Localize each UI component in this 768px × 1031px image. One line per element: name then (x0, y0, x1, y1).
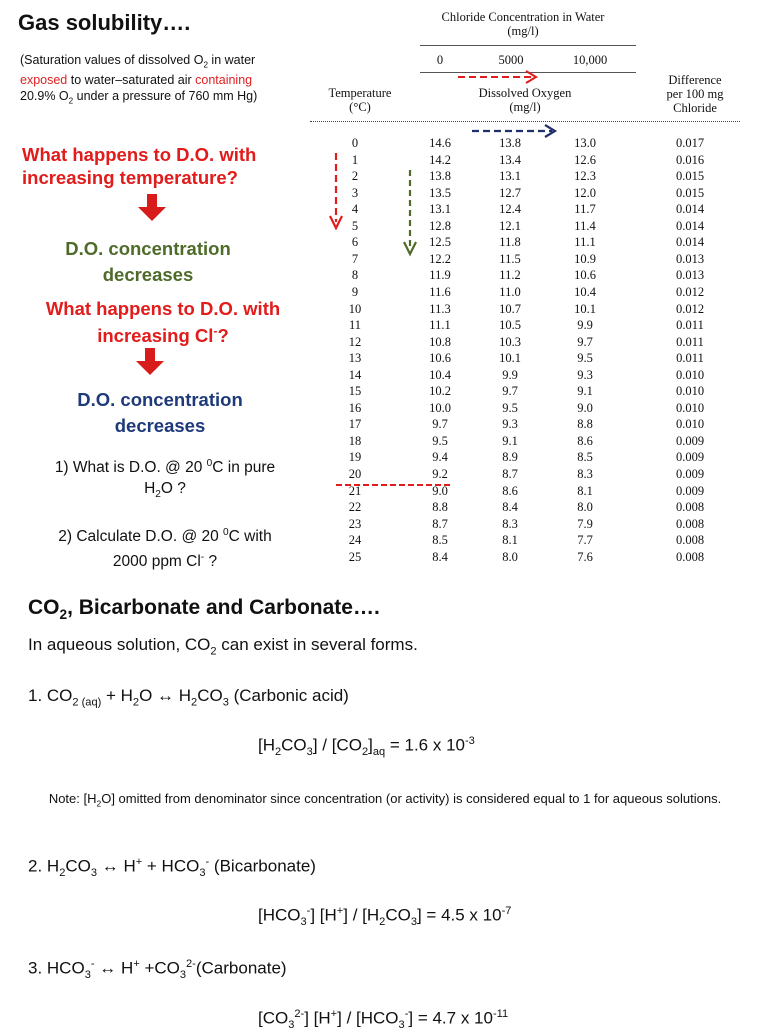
do-5000-cell: 13.1 (499, 169, 521, 184)
do-0-cell: 8.5 (432, 533, 448, 548)
difference-cell: 0.008 (675, 516, 705, 531)
do-10000-cell: 10.9 (574, 251, 596, 266)
equation-2: 2. $H_2CO_3$ ↔ $H^+ + HCO_3^-$ (Bicarbonate) (28, 856, 316, 880)
do-0-cell: 9.2 (432, 467, 448, 481)
do-5000-cell: 9.9 (502, 367, 518, 382)
do-5000-cell: 10.1 (499, 351, 521, 366)
do-10000-cell: 8.8 (577, 417, 593, 432)
temperature-cell: 11 (348, 318, 362, 333)
do-10000-cell: 12.0 (574, 185, 596, 200)
temperature-cell: 7 (351, 251, 359, 266)
equilibrium-constant-3: $[CO_3^{2-}]$ $[H^+] / [HCO_3^-] = 4.7$ x $10^{-11}$ (258, 1008, 509, 1031)
chloride-col-5000: 5000 (498, 53, 524, 67)
do-5000-cell: 11.0 (499, 284, 521, 299)
temperature-cell: 10 (348, 301, 362, 316)
do-0-cell: 11.3 (429, 301, 451, 316)
do-0-cell: 13.1 (429, 202, 451, 217)
difference-cell: 0.009 (675, 467, 705, 481)
do-10000-cell: 7.7 (577, 533, 593, 548)
do-0-cell: 12.2 (429, 251, 451, 266)
temperature-cell: 0 (351, 136, 359, 150)
question-chloride: What happens to D.O. with increasing Cl-? (45, 298, 281, 347)
equilibrium-constant-2: $[HCO_3^-]$ $[H^+] / [H_2CO_3] = 4.5$ x $10^{-7}$ (258, 905, 512, 929)
do-5000-cell: 9.5 (502, 400, 518, 415)
answer-temperature: D.O. concentration decreases (65, 238, 231, 285)
do-5000-cell: 8.1 (502, 533, 518, 548)
temperature-cell: 24 (348, 533, 362, 548)
do-10000-cell: 13.0 (574, 136, 596, 150)
do-0-cell: 9.4 (432, 450, 448, 465)
do-10000-cell: 8.1 (577, 483, 593, 498)
do-10000-cell: 9.0 (577, 400, 593, 415)
difference-cell: 0.015 (675, 185, 705, 200)
chloride-header: Chloride Concentration in Water (mg/l) (441, 10, 605, 38)
do-0-cell: 11.9 (429, 268, 451, 283)
do-10000-cell: 9.3 (577, 367, 593, 382)
difference-cell: 0.014 (675, 235, 705, 250)
do-10000-cell: 8.6 (577, 433, 593, 448)
difference-cell: 0.009 (675, 433, 705, 448)
do-0-cell: 8.7 (432, 516, 448, 531)
do-0-cell: 12.8 (429, 218, 451, 233)
do-0-cell: 10.4 (429, 367, 451, 382)
do-5000-cell: 10.5 (499, 318, 521, 333)
temperature-cell: 15 (348, 384, 362, 399)
difference-cell: 0.009 (675, 483, 705, 498)
difference-cell: 0.015 (675, 169, 705, 184)
temperature-cell: 6 (351, 235, 359, 250)
do-0-cell: 10.0 (429, 400, 451, 415)
intro-text: In aqueous solution, $CO_2$ can exist in several forms. (28, 635, 418, 658)
question-1: 1) What is D.O. @ 20 $^0$C in pure $H_2O$ ? (54, 458, 276, 501)
temperature-cell: 1 (351, 152, 359, 167)
do-10000-cell: 9.1 (577, 384, 593, 399)
do-10000-cell: 7.9 (577, 516, 593, 531)
do-5000-cell: 12.4 (499, 202, 521, 217)
equilibrium-constant-1: $[H_2CO_3] / [CO_2]_{aq} = 1.6$ x $10^{-3}$ (258, 735, 475, 759)
do-10000-cell: 12.6 (574, 152, 596, 167)
do-0-cell: 14.2 (429, 152, 451, 167)
do-10000-cell: 12.3 (574, 169, 596, 184)
difference-cell: 0.008 (675, 500, 705, 515)
do-10000-cell: 7.6 (577, 549, 593, 564)
answer-chloride: D.O. concentration decreases (77, 389, 243, 436)
temperature-cell: 2 (351, 169, 359, 184)
difference-cell: 0.011 (676, 334, 704, 349)
difference-cell: 0.013 (675, 268, 705, 283)
difference-cell: 0.016 (675, 152, 705, 167)
chloride-col-10000: 10,000 (572, 53, 608, 67)
do-0-cell: 13.8 (429, 169, 451, 184)
temperature-cell: 20 (348, 467, 362, 481)
do-5000-cell: 8.0 (502, 549, 518, 564)
difference-cell: 0.013 (675, 251, 705, 266)
do-5000-cell: 9.7 (502, 384, 518, 399)
difference-cell: 0.011 (676, 318, 704, 333)
do-5000-cell: 9.1 (502, 433, 518, 448)
do-0-cell: 8.8 (432, 500, 448, 515)
do-5000-cell: 8.9 (502, 450, 518, 465)
temperature-cell: 19 (348, 450, 362, 465)
do-5000-cell: 10.3 (499, 334, 521, 349)
temperature-cell: 3 (351, 185, 359, 200)
difference-cell: 0.017 (675, 136, 705, 150)
do-0-cell: 9.5 (432, 433, 448, 448)
do-10000-cell: 11.4 (574, 218, 596, 233)
note-h2o: Note: $[H_2O]$ omitted from denominator since concentration (or activity) is considered equal to 1 for aqueous solutions. (48, 791, 722, 809)
difference-cell: 0.010 (675, 367, 705, 382)
temperature-cell: 16 (348, 400, 362, 415)
temperature-cell: 23 (348, 516, 362, 531)
do-0-cell: 11.1 (429, 318, 451, 333)
difference-header: Difference per 100 mg Chloride (666, 73, 724, 115)
do-10000-cell: 8.5 (577, 450, 593, 465)
difference-cell: 0.010 (675, 384, 705, 399)
temperature-cell: 25 (348, 549, 362, 564)
difference-cell: 0.010 (675, 400, 705, 415)
temperature-cell: 14 (348, 367, 362, 382)
temperature-cell: 21 (348, 483, 362, 498)
do-0-cell: 10.2 (429, 384, 451, 399)
do-0-cell: 9.0 (432, 483, 448, 498)
temperature-cell: 5 (351, 218, 359, 233)
do-header: Dissolved Oxygen (mg/l) (478, 86, 572, 114)
do-10000-cell: 8.0 (577, 500, 593, 515)
do-5000-cell: 11.8 (499, 235, 521, 250)
chloride-direction-arrow-icon (458, 71, 536, 83)
difference-cell: 0.008 (675, 533, 705, 548)
difference-cell: 0.012 (675, 284, 705, 299)
do-5000-cell: 11.5 (499, 251, 521, 266)
do-10000-cell: 10.4 (574, 284, 596, 299)
do-0-cell: 10.8 (429, 334, 451, 349)
temperature-cell: 12 (348, 334, 362, 349)
temperature-cell: 9 (351, 284, 359, 299)
do-0-cell: 11.6 (429, 284, 451, 299)
temperature-cell: 4 (351, 202, 359, 217)
do-0-cell: 9.7 (432, 417, 448, 432)
difference-cell: 0.014 (675, 218, 705, 233)
do-10000-cell: 9.5 (577, 351, 593, 366)
section-title-co2: $CO_2$, Bicarbonate and Carbonate…. (28, 596, 380, 623)
do-0-cell: 13.5 (429, 185, 451, 200)
do-10000-cell: 10.1 (574, 301, 596, 316)
do-5000-cell: 8.4 (502, 500, 518, 515)
difference-cell: 0.014 (675, 202, 705, 217)
question-2: 2) Calculate D.O. @ 20 $^0$C with 2000 ppm Cl- ? (58, 527, 272, 571)
do-10000-cell: 8.3 (577, 467, 593, 481)
temperature-cell: 8 (351, 268, 359, 283)
do-0-cell: 12.5 (429, 235, 451, 250)
do-5000-cell: 10.7 (499, 301, 521, 316)
temperature-cell: 13 (348, 351, 362, 366)
page-title: Gas solubility…. (18, 10, 191, 35)
temperature-header: Temperature (°C) (328, 86, 392, 114)
do-10000-cell: 9.7 (577, 334, 593, 349)
question-temperature: What happens to D.O. with increasing temperature? (22, 144, 257, 188)
temperature-cell: 18 (348, 433, 362, 448)
difference-cell: 0.012 (675, 301, 705, 316)
do-5000-cell: 13.4 (499, 152, 521, 167)
do-0-cell: 8.4 (432, 549, 448, 564)
difference-cell: 0.009 (675, 450, 705, 465)
saturation-note: (Saturation values of dissolved $O_2$ in water exposed to water–saturated air containing 20.9% $O_2$ under a pressure of 760 mm Hg) (20, 53, 258, 105)
do-10000-cell: 10.6 (574, 268, 596, 283)
difference-cell: 0.011 (676, 351, 704, 366)
temperature-cell: 17 (348, 417, 362, 432)
difference-cell: 0.010 (675, 417, 705, 432)
do-0-cell: 10.6 (429, 351, 451, 366)
temperature-cell: 22 (348, 500, 362, 515)
do-10000-cell: 9.9 (577, 318, 593, 333)
chloride-col-0: 0 (436, 53, 444, 67)
do-5000-cell: 12.1 (499, 218, 521, 233)
equation-1: 1. $CO_{2 (aq)} + H_2O$ ↔ $H_2CO_3$ (Carbonic acid) (28, 686, 349, 709)
do-5000-cell: 8.6 (502, 483, 518, 498)
do-5000-cell: 12.7 (499, 185, 521, 200)
do-10000-cell: 11.1 (574, 235, 596, 250)
equation-3: 3. $HCO_3^-$ ↔ $H^+ +CO_3^{2-}(Carbonate)$ (28, 958, 287, 982)
do-10000-cell: 11.7 (574, 202, 596, 217)
difference-cell: 0.008 (675, 549, 705, 564)
do-0-cell: 14.6 (429, 136, 451, 150)
navy-right-arrow-icon (472, 125, 555, 137)
do-5000-cell: 9.3 (502, 417, 518, 432)
green-down-arrow-icon (404, 170, 416, 254)
red-down-arrow-icon (330, 153, 342, 228)
do-5000-cell: 13.8 (499, 136, 521, 150)
do-5000-cell: 8.7 (502, 467, 518, 481)
do-5000-cell: 11.2 (499, 268, 521, 283)
do-5000-cell: 8.3 (502, 516, 518, 531)
